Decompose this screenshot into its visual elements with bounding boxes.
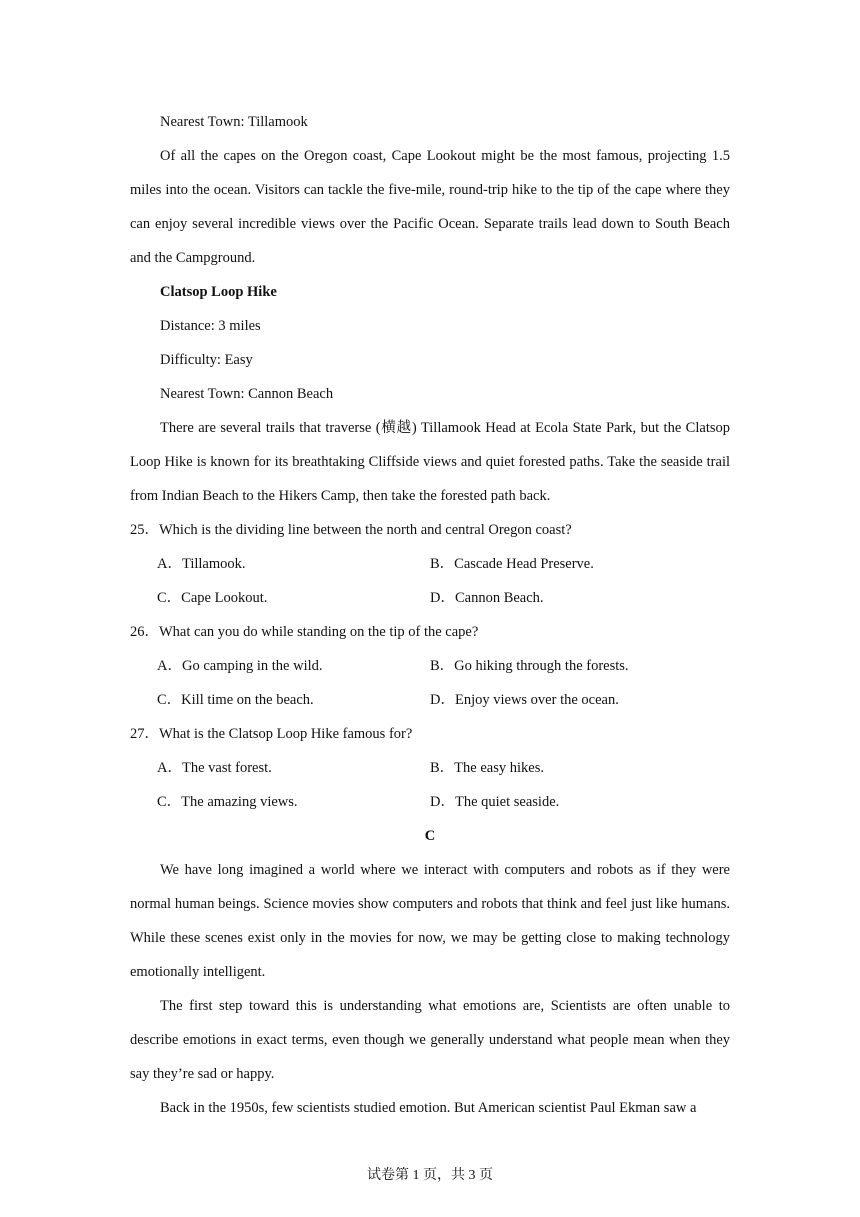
- question-27: [130, 717, 730, 819]
- option-d: D．Enjoy views over the ocean.: [430, 692, 619, 708]
- question-25: [130, 513, 730, 615]
- section-c-heading: C: [424, 828, 436, 844]
- option-b: B．Go hiking through the forests.: [430, 658, 629, 674]
- question-26: [130, 615, 730, 717]
- option-b: B．The easy hikes.: [430, 760, 544, 776]
- options-row: [130, 581, 730, 615]
- passage-c-paragraph-2: The first step toward this is understanding what emotions are, Scientists are often unable to describe emotions in exact terms, even though we generally understand what people mean when they say they’re sad or happy.: [130, 998, 730, 1082]
- option-c: C．The amazing views.: [157, 794, 298, 810]
- clatsop-distance: Distance: 3 miles: [160, 318, 261, 334]
- question-stem: 27．What is the Clatsop Loop Hike famous for?: [130, 726, 413, 742]
- document-body: [130, 105, 730, 1125]
- option-d: D．Cannon Beach.: [430, 590, 544, 606]
- option-c: C．Cape Lookout.: [157, 590, 268, 606]
- clatsop-loop-title: Clatsop Loop Hike: [160, 284, 277, 300]
- options-row: [130, 649, 730, 683]
- options-row: [130, 751, 730, 785]
- question-stem: 25．Which is the dividing line between the north and central Oregon coast?: [130, 522, 572, 538]
- question-stem: 26．What can you do while standing on the tip of the cape?: [130, 624, 479, 640]
- nearest-town-cannon-beach: Nearest Town: Cannon Beach: [160, 386, 334, 402]
- passage-c-paragraph-1: We have long imagined a world where we interact with computers and robots as if they were normal human beings. Science movies show computers and robots that think and feel just like humans. While these scenes exist only in the movies for now, we may be getting close to making technology emotionally intelligent.: [130, 862, 730, 980]
- option-d: D．The quiet seaside.: [430, 794, 560, 810]
- options-row: [130, 683, 730, 717]
- page-footer: 试卷第 1 页，共 3 页: [367, 1168, 493, 1183]
- option-a: A．The vast forest.: [157, 760, 272, 776]
- passage-c-paragraph-3: Back in the 1950s, few scientists studied emotion. But American scientist Paul Ekman saw a: [160, 1100, 697, 1116]
- cape-lookout-paragraph: Of all the capes on the Oregon coast, Cape Lookout might be the most famous, projecting 1.5 miles into the ocean. Visitors can tackle the five-mile, round-trip hike to the tip of the cape where they can enjoy several incredible views over the Pacific Ocean. Separate trails lead down to South Beach and the Campground.: [130, 148, 730, 266]
- option-b: B．Cascade Head Preserve.: [430, 556, 594, 572]
- option-c: C．Kill time on the beach.: [157, 692, 314, 708]
- clatsop-difficulty: Difficulty: Easy: [160, 352, 253, 368]
- options-row: [130, 785, 730, 819]
- clatsop-paragraph: There are several trails that traverse (横越) Tillamook Head at Ecola State Park, but the Clatsop Loop Hike is known for its breathtaking Cliffside views and quiet forested paths. Take the seaside trail from Indian Beach to the Hikers Camp, then take the forested path back.: [130, 420, 730, 504]
- option-a: A．Go camping in the wild.: [157, 658, 323, 674]
- option-a: A．Tillamook.: [157, 556, 246, 572]
- options-row: [130, 547, 730, 581]
- nearest-town-tillamook: Nearest Town: Tillamook: [160, 114, 308, 130]
